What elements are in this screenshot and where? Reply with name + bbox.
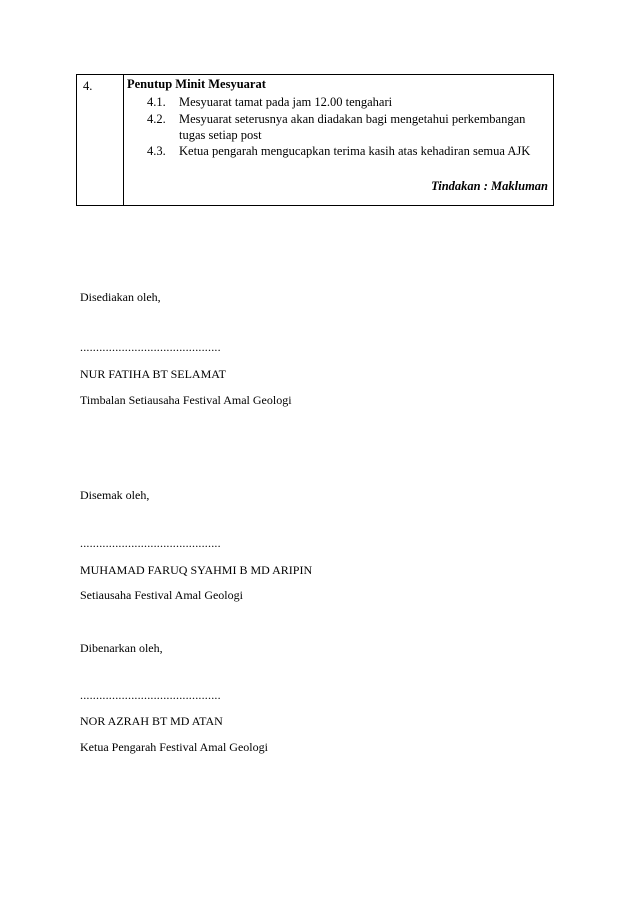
- signature-line: ............................................: [80, 688, 221, 702]
- column-divider: [123, 75, 124, 205]
- signatory-name: NOR AZRAH BT MD ATAN: [80, 714, 223, 728]
- checked-by-label: Disemak oleh,: [80, 488, 150, 502]
- item-text: Mesyuarat seterusnya akan diadakan bagi mengetahui perkembangan: [179, 112, 526, 126]
- item-number: 4.1.: [147, 95, 166, 109]
- item-text: Mesyuarat tamat pada jam 12.00 tengahari: [179, 95, 393, 109]
- signature-line: ............................................: [80, 536, 221, 550]
- signatory-title: Ketua Pengarah Festival Amal Geologi: [80, 740, 268, 754]
- item-text-continuation: tugas setiap post: [179, 128, 262, 142]
- item-number: 4.3.: [147, 144, 166, 158]
- approved-by-label: Dibenarkan oleh,: [80, 641, 163, 655]
- row-number: 4.: [83, 79, 93, 93]
- minutes-table: [76, 74, 554, 206]
- section-title: Penutup Minit Mesyuarat: [127, 77, 266, 91]
- agenda-item: [147, 144, 530, 159]
- signatory-title: Timbalan Setiausaha Festival Amal Geologi: [80, 393, 292, 407]
- signatory-title: Setiausaha Festival Amal Geologi: [80, 588, 243, 602]
- item-text: Ketua pengarah mengucapkan terima kasih atas kehadiran semua AJK: [179, 144, 531, 158]
- agenda-item: [147, 95, 392, 110]
- signatory-name: NUR FATIHA BT SELAMAT: [80, 367, 226, 381]
- signature-line: ............................................: [80, 340, 221, 354]
- agenda-item: [147, 112, 525, 127]
- prepared-by-label: Disediakan oleh,: [80, 290, 161, 304]
- action-note: Tindakan : Makluman: [431, 179, 548, 193]
- item-number: 4.2.: [147, 112, 166, 126]
- signatory-name: MUHAMAD FARUQ SYAHMI B MD ARIPIN: [80, 563, 313, 577]
